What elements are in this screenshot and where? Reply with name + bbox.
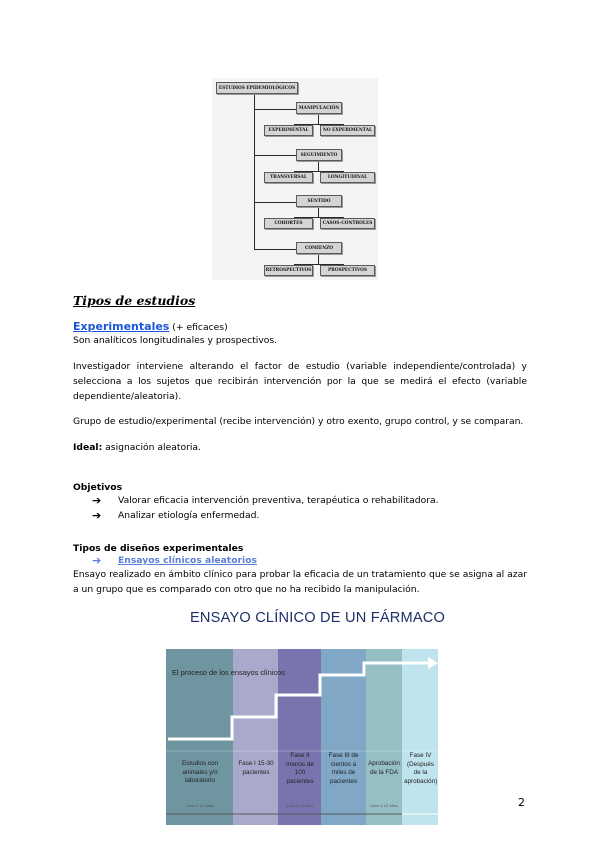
- objetivo-text: Analizar etiología enfermedad.: [118, 510, 260, 521]
- list-item: [92, 509, 259, 522]
- study-types-diagram: [212, 78, 378, 280]
- diagram-connector: [318, 207, 319, 217]
- trial-figure: [166, 649, 438, 825]
- ideal-label: Ideal:: [73, 442, 103, 453]
- trial-column-label: Fase III de cientos a miles de pacientes: [328, 752, 359, 785]
- diagram-connector: [254, 155, 296, 156]
- diagram-leaf-box: NO EXPERIMENTAL: [320, 125, 375, 136]
- objetivo-text: Valorar eficacia intervención preventiva, terapéutica o rehabilitadora.: [118, 495, 439, 506]
- trial-process-label: El proceso de los ensayos clínicos: [172, 668, 285, 677]
- arrow-bullet-icon: ➔: [92, 494, 102, 507]
- arrow-bullet-icon: ➔: [92, 509, 102, 522]
- trial-column-label: Fase II menos de 100 pacientes: [286, 752, 314, 785]
- groups-paragraph: Grupo de estudio/experimental (recibe intervención) y otro exento, grupo control, y se comparan.: [73, 416, 524, 427]
- trial-column-label: Aprobación de la FDA: [368, 760, 400, 776]
- page-number: 2: [518, 796, 525, 809]
- objetivos-title: Objetivos: [73, 482, 123, 493]
- trial-duration-label: Unos 6 1/2 años: [285, 804, 314, 808]
- trial-column-label: Estudios con animales y/o laboratorio: [181, 760, 219, 784]
- diagram-connector: [318, 114, 319, 124]
- trial-column-label: Fase I 15-30 pacientes: [238, 760, 274, 776]
- arrow-bullet-icon: ➔: [92, 554, 102, 567]
- diagram-leaf-box: RETROSPECTIVOS: [264, 265, 313, 276]
- ensayos-link[interactable]: Ensayos clínicos aleatorios: [118, 555, 257, 566]
- disenos-paragraph: Ensayo realizado en ámbito clínico para probar la eficacia de un tratamiento que se asigna al azar a un grupo que es comparado con otro que no ha recibido la manipulación.: [73, 569, 527, 595]
- trial-figure-title: ENSAYO CLÍNICO DE UN FÁRMACO: [190, 610, 446, 626]
- diagram-leaf-box: PROSPECTIVOS: [320, 265, 375, 276]
- experimentales-paragraph: Investigador interviene alterando el factor de estudio (variable independiente/controlada) y selecciona a los sujetos que recibirán intervención por la que se medirá el efecto (variable dependiente/aleatoria).: [73, 361, 527, 402]
- list-item: [92, 554, 257, 567]
- diagram-connector: [254, 202, 296, 203]
- experimentales-suffix: (+ eficaces): [169, 322, 228, 333]
- trial-duration-label: Unos 1 1/2 años: [370, 804, 398, 808]
- list-item: [92, 494, 439, 507]
- diagram-leaf-box: TRANSVERSAL: [264, 172, 313, 183]
- diagram-group-box: MANIPULACIÓN: [296, 102, 342, 114]
- diagram-connector: [254, 249, 296, 250]
- diagram-connector: [318, 254, 319, 264]
- diagram-group-box: COMIENZO: [296, 242, 342, 254]
- diagram-group-box: SEGUIMIENTO: [296, 149, 342, 161]
- diagram-leaf-box: CASOS-CONTROLES: [320, 218, 375, 229]
- trial-column-label: Fase IV (Después de la aprobación): [404, 752, 438, 785]
- experimentales-line: Son analíticos longitudinales y prospectivos.: [73, 335, 278, 346]
- ideal-line: [73, 440, 201, 455]
- diagram-leaf-box: EXPERIMENTAL: [264, 125, 313, 136]
- diagram-leaf-box: LONGITUDINAL: [320, 172, 375, 183]
- diagram-root-box: ESTUDIOS EPIDEMIOLÓGICOS: [216, 82, 298, 94]
- trial-duration-label: Unos 4 1/2 años: [186, 804, 214, 808]
- ideal-text: asignación aleatoria.: [102, 442, 201, 453]
- diagram-leaf-box: COHORTES: [264, 218, 313, 229]
- diagram-connector: [254, 109, 296, 110]
- section-title: Tipos de estudios: [73, 293, 196, 308]
- diagram-trunk-line: [254, 92, 255, 250]
- diagram-connector: [318, 161, 319, 171]
- diagram-group-box: SENTIDO: [296, 195, 342, 207]
- experimentales-link[interactable]: Experimentales: [73, 320, 170, 333]
- disenos-title: Tipos de diseños experimentales: [73, 543, 244, 554]
